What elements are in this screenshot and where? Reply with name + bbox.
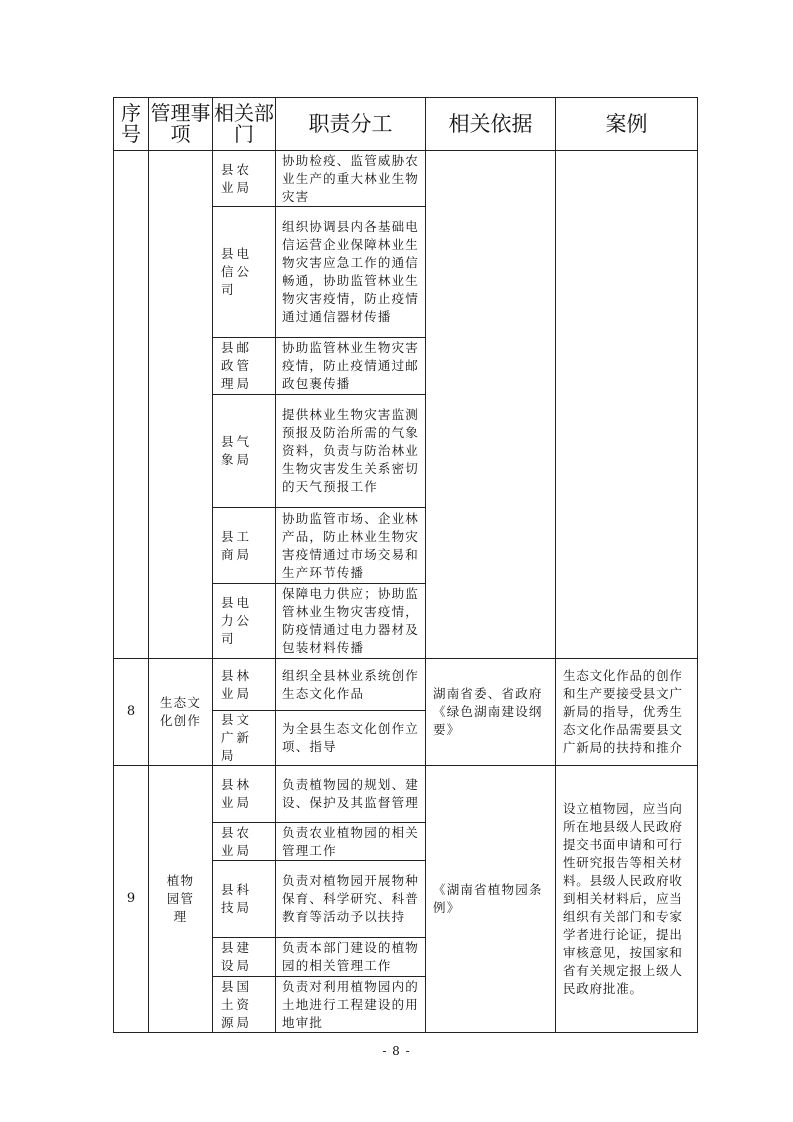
page-number: - 8 - (382, 1044, 411, 1058)
dept-cell: 县邮政管理局 (213, 338, 276, 395)
case-cell: 设立植物园，应当向所在地县级人民政府提交书面申请和可行性研究报告等相关材料。县级人民政府收到相关材料后，应当组织有关部门和专家学者进行论证，提出审核意见，按国家和省有关规定报上级人民政府批准。 (556, 766, 698, 1033)
duty-cell: 负责对植物园开展物种保育、科学研究、科普教育等活动予以扶持 (276, 861, 426, 938)
duty-cell: 组织协调县内各基础电信运营企业保障林业生物灾害应急工作的通信畅通，协助监管林业生物灾害疫情，防止疫情通过通信器材传播 (276, 207, 426, 338)
duty-cell: 负责农业植物园的相关管理工作 (276, 823, 426, 861)
duty-cell: 协助监管市场、企业林产品，防止林业生物灾害疫情通过市场交易和生产环节传播 (276, 508, 426, 584)
dept-cell: 县电力公司 (213, 584, 276, 659)
index-cell-empty (114, 151, 149, 659)
header-index: 序号 (114, 98, 149, 151)
dept-cell: 县农业局 (213, 823, 276, 861)
dept-cell: 县工商局 (213, 508, 276, 584)
duty-cell: 为全县生态文化创作立项、指导 (276, 711, 426, 766)
item-cell: 生态文化创作 (149, 659, 213, 766)
header-item: 管理事项 (149, 98, 213, 151)
dept-cell: 县科技局 (213, 861, 276, 938)
table-header-row (114, 98, 698, 151)
dept-cell: 县林业局 (213, 766, 276, 823)
index-cell: 8 (114, 659, 149, 766)
duty-cell: 协助监管林业生物灾害疫情，防止疫情通过邮政包裹传播 (276, 338, 426, 395)
item-cell-empty (149, 151, 213, 659)
table-row (114, 766, 698, 823)
table-row (114, 151, 698, 207)
duty-cell: 负责对利用植物园内的土地进行工程建设的用地审批 (276, 977, 426, 1033)
basis-cell: 湖南省委、省政府《绿色湖南建设纲要》 (426, 659, 556, 766)
dept-cell: 县建设局 (213, 938, 276, 977)
table-row (114, 659, 698, 711)
dept-cell: 县农业局 (213, 151, 276, 207)
case-cell: 生态文化作品的创作和生产要接受县文广新局的指导，优秀生态文化作品需要县文广新局的扶持和推介 (556, 659, 698, 766)
duty-cell: 保障电力供应；协助监管林业生物灾害疫情，防疫情通过电力器材及包装材料传播 (276, 584, 426, 659)
duty-cell: 协助检疫、监管威胁农业生产的重大林业生物灾害 (276, 151, 426, 207)
index-cell: 9 (114, 766, 149, 1033)
dept-cell: 县文广新局 (213, 711, 276, 766)
basis-cell-empty (426, 151, 556, 659)
basis-cell: 《湖南省植物园条例》 (426, 766, 556, 1033)
duty-cell: 组织全县林业系统创作生态文化作品 (276, 659, 426, 711)
header-duty: 职责分工 (276, 98, 426, 151)
header-case: 案例 (556, 98, 698, 151)
duty-cell: 提供林业生物灾害监测预报及防治所需的气象资料，负责与防治林业生物灾害发生关系密切的天气预报工作 (276, 395, 426, 508)
duty-cell: 负责植物园的规划、建设、保护及其监督管理 (276, 766, 426, 823)
dept-cell: 县气象局 (213, 395, 276, 508)
responsibility-table (113, 97, 698, 1033)
header-dept: 相关部门 (213, 98, 276, 151)
dept-cell: 县国土资源局 (213, 977, 276, 1033)
dept-cell: 县林业局 (213, 659, 276, 711)
duty-cell: 负责本部门建设的植物园的相关管理工作 (276, 938, 426, 977)
header-basis: 相关依据 (426, 98, 556, 151)
case-cell-empty (556, 151, 698, 659)
item-cell: 植物园管理 (149, 766, 213, 1033)
dept-cell: 县电信公司 (213, 207, 276, 338)
